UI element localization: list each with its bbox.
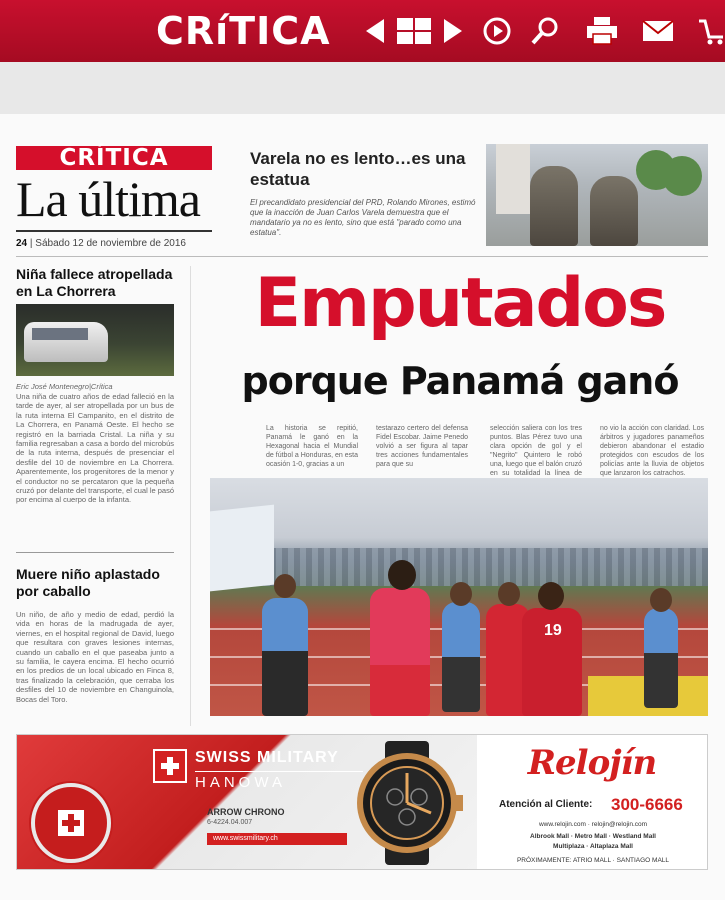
statue-figure [530, 166, 578, 246]
photo-van [24, 322, 108, 362]
photo-pillar [496, 144, 530, 214]
main-story-column-2: testarazo certero del defensa Fidel Escobar. Jaime Penedo volvió a ser figura al tapar tres acciones fundamentales para que su [376, 425, 468, 468]
customer-service-phone[interactable]: 300-6666 [611, 795, 683, 814]
ad-watch-brand-panel [17, 735, 477, 870]
statue-figure [590, 176, 638, 246]
side-story-2-body: Un niño, de año y medio de edad, perdió la vida en horas de la madrugada de ayer, viernes, en el hospital regional de David, luego que resultara con graves lesiones internas, cuando un caballo en el que paseaba junto a su familia, le cayera encima. El hecho ocurrió en los predios de un local ubicado en Finca 8, tras finalizado la celebración, que cerraba los desfiles del 10 de noviembre en Changuinola, Bocas del Toro. [16, 610, 174, 704]
brand-logo-box [153, 749, 187, 783]
app-logo: CRíTICA [156, 9, 331, 53]
main-story-photo [210, 478, 708, 716]
masthead-rule [16, 230, 212, 232]
teaser-photo [486, 144, 708, 246]
print-button[interactable] [584, 12, 620, 50]
masthead-section: La última [16, 171, 200, 227]
side-story-1-photo [16, 304, 174, 376]
cart-icon [697, 17, 725, 45]
email-button[interactable] [640, 12, 676, 50]
photo-head [450, 582, 472, 606]
toolbar-spacer [0, 62, 725, 114]
top-divider [16, 256, 708, 257]
retailer-logo: Relojín [527, 743, 657, 783]
side-story-1-byline: Eric José Montenegro|Crítica [16, 382, 113, 391]
photo-player-19 [522, 608, 582, 716]
next-page-button[interactable] [440, 12, 466, 50]
retailer-web[interactable]: www.relojin.com · relojin@relojin.com [538, 821, 648, 828]
ad-brand-url[interactable]: www.swissmilitary.ch [207, 833, 347, 845]
retailer-coming-soon: PRÓXIMAMENTE: ATRIO MALL · SANTIAGO MALL [516, 857, 670, 864]
swiss-cross-icon [58, 810, 84, 836]
ad-brand-name: SWISS MILITARY [195, 749, 339, 766]
zoom-button[interactable] [528, 12, 562, 50]
ad-model-code: 6-4224.04.007 [207, 819, 253, 826]
side-story-1-body: Una niña de cuatro años de edad falleció en la tarde de ayer, al ser atropellada por un bus de la ruta interna El Campanito, en el distrito de La Chorrera, en Panamá Oeste. El hecho se registró en la barriada Cristal. La niña y su familia regresaban a casa a bordo del microbús de la ruta interna, después de presenciar el desfile del 10 de noviembre en La Chorrera. Aparentemente, los progenitores de la menor y el conductor no se percataron que la pequeña cruzó por delante del transporte, el cual le pasó por encima al cuerpo de la infanta. [16, 392, 174, 505]
issue-date: Sábado 12 de noviembre de 2016 [35, 238, 186, 249]
grid-icon [396, 17, 432, 45]
advertisement[interactable] [16, 734, 708, 870]
app-toolbar [0, 0, 725, 62]
ad-model-name: ARROW CHRONO [207, 807, 285, 817]
photo-head [274, 574, 296, 598]
printer-icon [586, 16, 618, 46]
retailer-stores-2: Multiplaza · Altaplaza Mall [553, 843, 633, 850]
photo-head [538, 582, 564, 610]
share-button[interactable] [696, 12, 725, 50]
masthead-date-line: 24 | Sábado 12 de noviembre de 2016 [16, 238, 186, 249]
photo-police-officer [644, 608, 678, 708]
previous-page-button[interactable] [362, 12, 388, 50]
main-story-column-1: La historia se repitió, Panamá le ganó en la Hexagonal hacia el Mundial de fútbol a Honduras, en esta ocasión 1-0, gracias a un [266, 425, 358, 468]
photo-head [388, 560, 416, 590]
play-icon [482, 16, 512, 46]
main-headline[interactable]: Emputados [254, 264, 666, 343]
arrow-right-icon [442, 17, 464, 45]
photo-head [650, 588, 672, 612]
page-number: 24 [16, 238, 28, 249]
photo-police-officer [262, 598, 308, 716]
side-story-2-headline[interactable]: Muere niño aplastado por caballo [16, 566, 160, 599]
brand-seal [31, 783, 111, 863]
photo-riot-shield [210, 505, 274, 592]
play-button[interactable] [480, 12, 514, 50]
photo-head [498, 582, 520, 606]
column-divider [190, 266, 191, 726]
arrow-left-icon [364, 17, 386, 45]
page-grid-button[interactable] [394, 12, 434, 50]
ad-brand-sub: HANOWA [195, 771, 363, 791]
photo-police-officer [442, 602, 480, 712]
main-subheadline[interactable]: porque Panamá ganó [241, 359, 679, 403]
ad-retailer-panel [477, 735, 708, 870]
photo-player [370, 588, 430, 716]
photo-tree [662, 156, 702, 196]
zoom-icon [530, 16, 560, 46]
teaser-headline[interactable]: Varela no es lento…es una estatua [250, 149, 466, 189]
side-story-1-headline[interactable]: Niña fallece atropellada en La Chorrera [16, 266, 173, 299]
retailer-stores-1: Albrook Mall · Metro Mall · Westland Mall [530, 833, 656, 840]
side-divider [16, 552, 174, 553]
watch-image-icon [347, 741, 467, 865]
player-number: 19 [544, 622, 562, 639]
swiss-cross-icon [159, 755, 181, 777]
envelope-icon [642, 18, 674, 44]
main-story-column-3: selección saliera con los tres puntos. Blas Pérez tuvo una clara opción de gol y el "Negrito" Quintero le robó una, luego que el balón cruzó en su totalidad la línea de [490, 425, 582, 477]
main-story-column-4: no vio la acción con claridad. Los árbitros y jugadores panameños debieron abandonar el estadio protegidos con escudos de los policías ante la lluvia de objetos que lanzaron los catrachos. [600, 425, 704, 477]
newspaper-page[interactable] [0, 114, 725, 900]
masthead-brand: CRÍTICA [16, 146, 212, 170]
teaser-text: El precandidato presidencial del PRD, Rolando Mirones, estimó que la inacción de Juan Carlos Varela demuestra que el mandatario ya no es lento, sino que está "parado como una estatua". [250, 198, 476, 237]
customer-service-label: Atención al Cliente: [499, 799, 593, 810]
